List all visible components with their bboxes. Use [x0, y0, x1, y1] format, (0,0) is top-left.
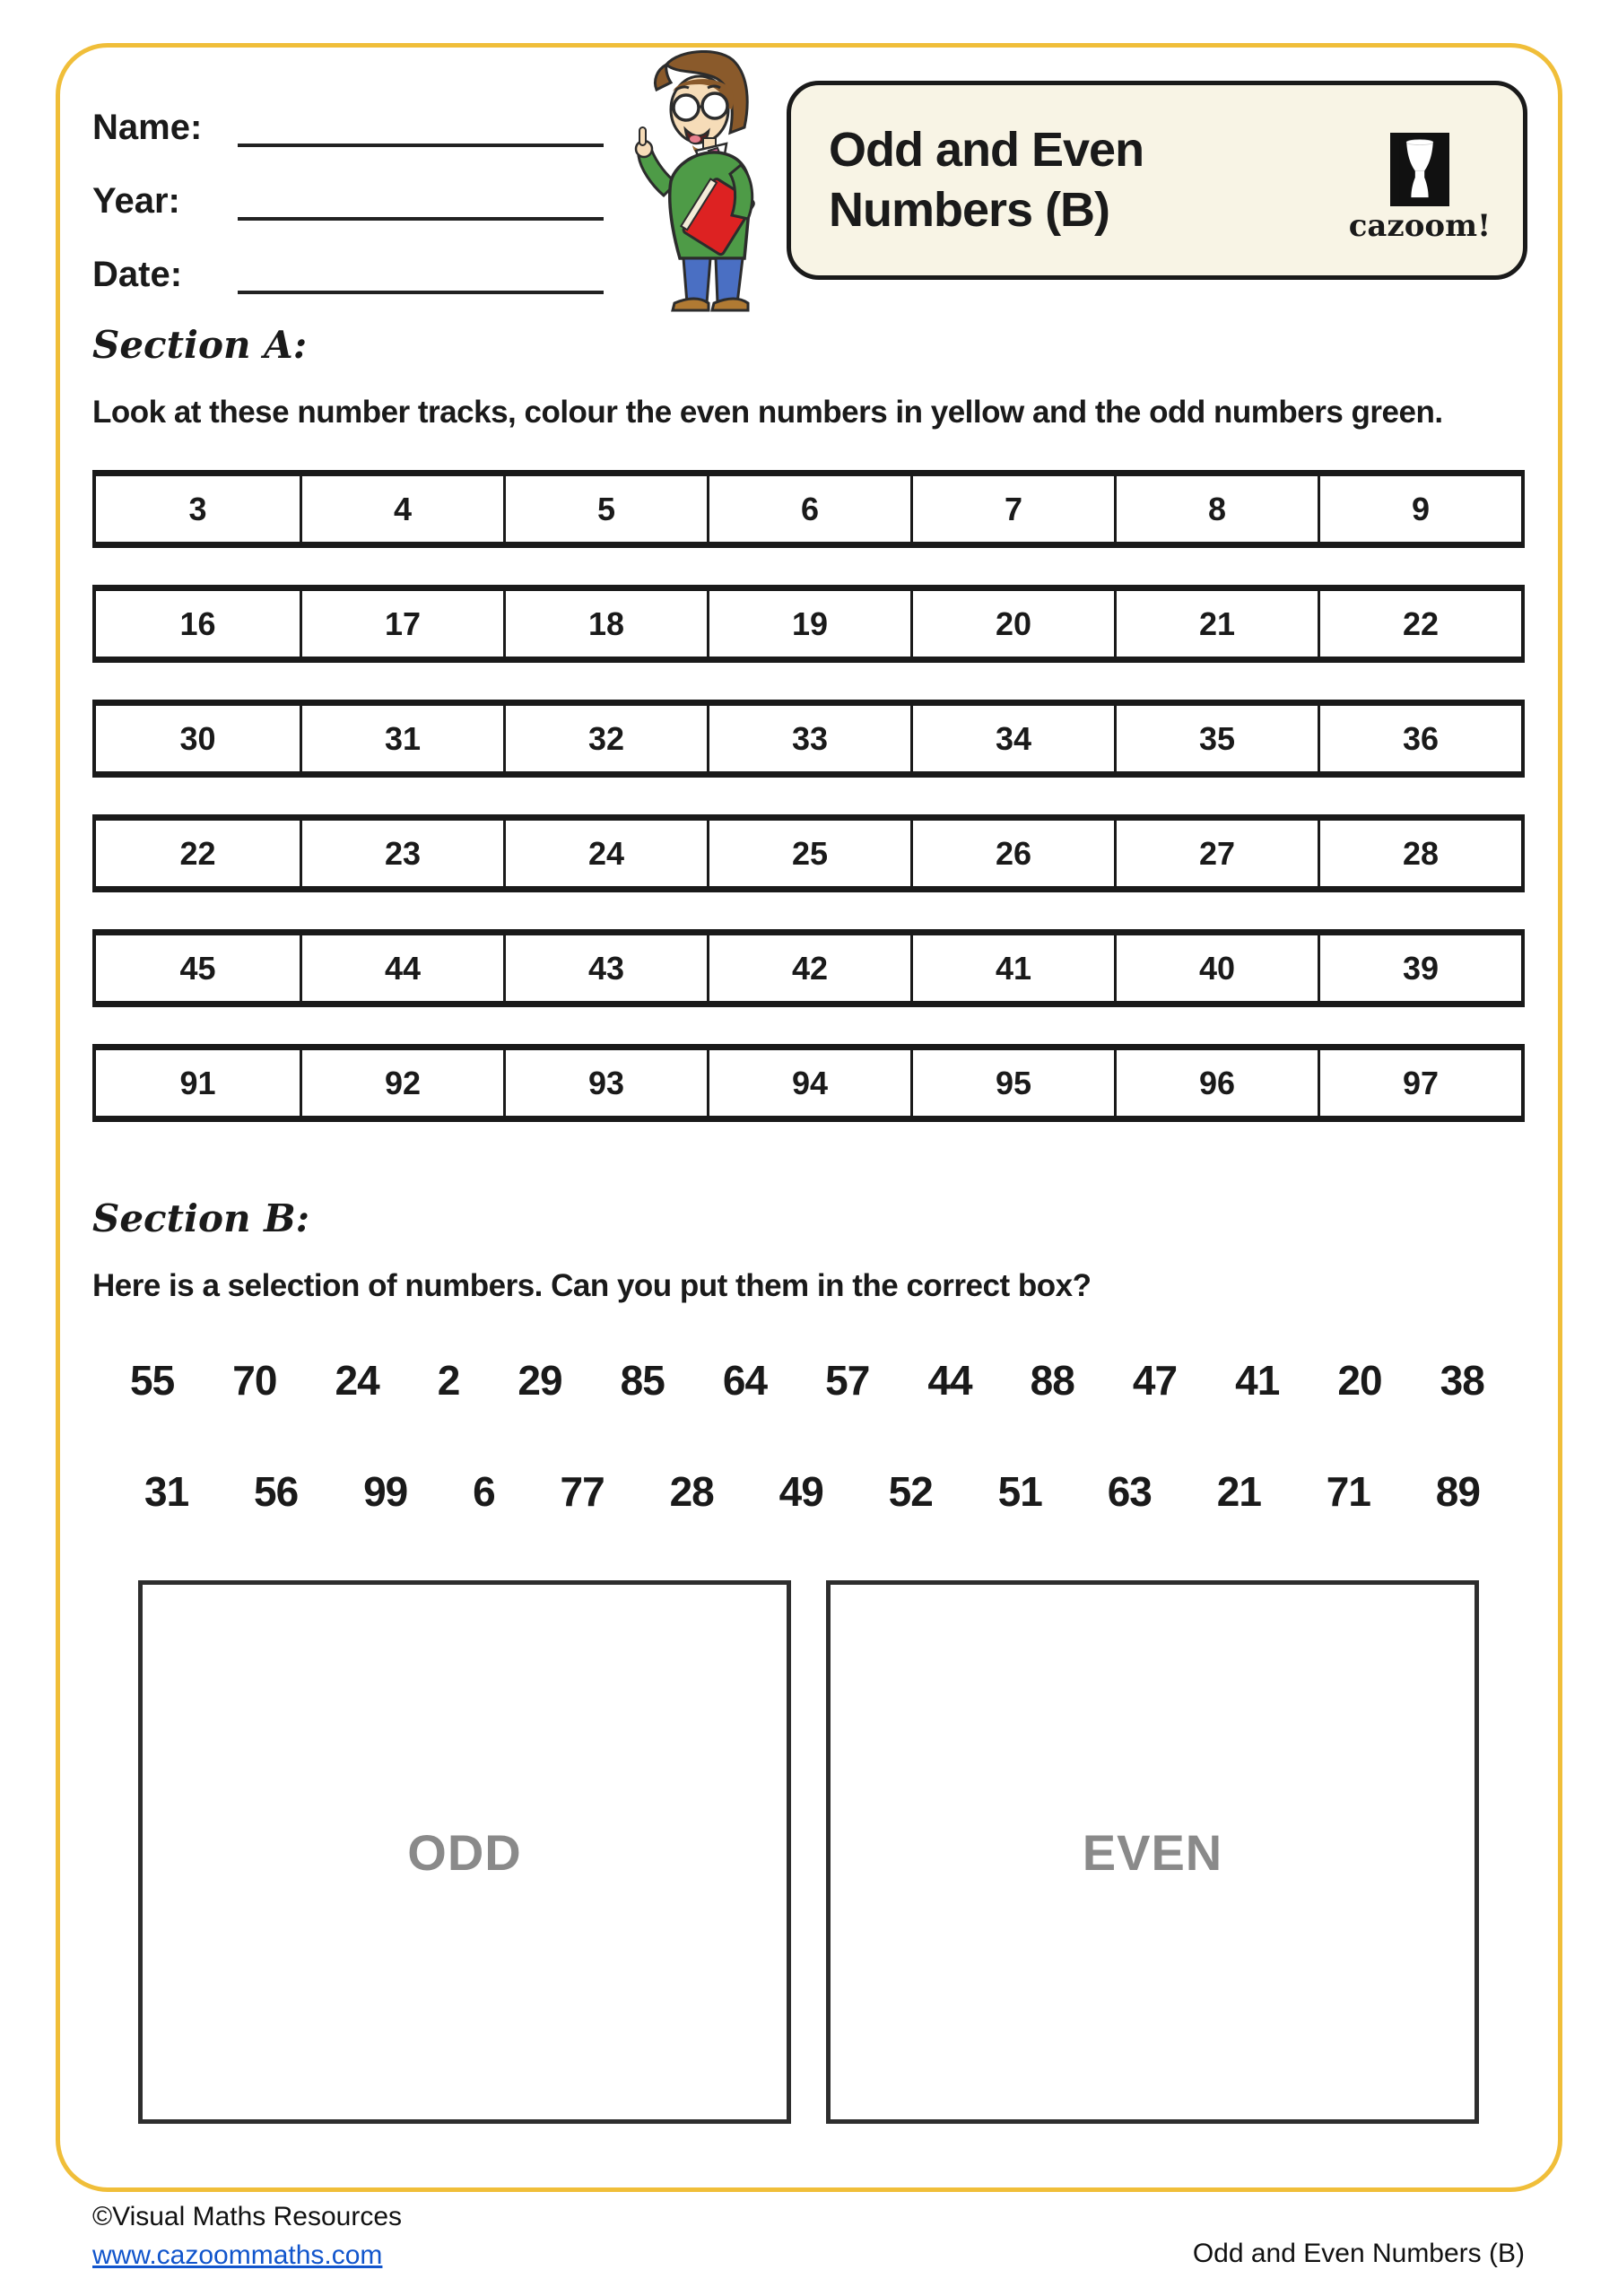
number-track-cell[interactable]: 91 [179, 1064, 216, 1101]
number-track-row [92, 814, 1525, 892]
even-box-label: EVEN [1082, 1823, 1223, 1881]
selection-number: 55 [130, 1357, 175, 1405]
number-track-cell[interactable]: 94 [707, 1050, 910, 1116]
selection-number: 38 [1440, 1357, 1484, 1405]
selection-number: 88 [1030, 1357, 1074, 1405]
selection-number: 41 [1235, 1357, 1280, 1405]
footer-copyright: ©Visual Maths Resources [92, 2202, 403, 2231]
number-track-cell[interactable]: 33 [707, 706, 910, 771]
selection-numbers-row-2 [92, 1467, 1525, 1516]
selection-number: 21 [1216, 1468, 1261, 1516]
year-write-line[interactable] [238, 176, 604, 221]
section-a-heading: Section A: [92, 323, 308, 367]
number-track-cell[interactable]: 34 [910, 706, 1114, 771]
cazoom-logo-text: cazoom! [1348, 208, 1491, 244]
selection-number: 20 [1337, 1357, 1382, 1405]
number-track-cell[interactable]: 5 [503, 476, 707, 542]
selection-number: 49 [779, 1468, 823, 1516]
number-track-row [92, 929, 1525, 1007]
title-box [787, 81, 1527, 280]
selection-number: 57 [825, 1357, 870, 1405]
odd-box-label: ODD [407, 1823, 522, 1881]
selection-number: 51 [997, 1468, 1042, 1516]
number-track-row [92, 700, 1525, 778]
number-track-row [92, 470, 1525, 548]
number-track-cell[interactable]: 21 [1114, 591, 1318, 657]
selection-number: 2 [437, 1357, 460, 1405]
number-track-cell[interactable]: 43 [503, 935, 707, 1001]
number-track-cell[interactable]: 36 [1318, 706, 1521, 771]
selection-number: 31 [144, 1468, 189, 1516]
section-b-instruction: Here is a selection of numbers. Can you put them in the correct box? [92, 1268, 1092, 1304]
number-track-cell[interactable]: 31 [300, 706, 503, 771]
number-track-cell[interactable]: 45 [179, 949, 216, 987]
number-track-cell[interactable]: 19 [707, 591, 910, 657]
number-track-cell[interactable]: 44 [300, 935, 503, 1001]
selection-number: 77 [560, 1468, 605, 1516]
selection-number: 47 [1132, 1357, 1178, 1405]
number-track-cell[interactable]: 25 [707, 821, 910, 886]
selection-number: 44 [927, 1357, 972, 1405]
number-track-cell[interactable]: 7 [910, 476, 1114, 542]
section-b-heading: Section B: [92, 1196, 310, 1240]
selection-number: 71 [1326, 1468, 1370, 1516]
selection-number: 70 [232, 1357, 277, 1405]
number-track-cell[interactable]: 27 [1114, 821, 1318, 886]
number-track-cell[interactable]: 3 [188, 490, 207, 527]
selection-number: 6 [473, 1468, 495, 1516]
number-track-cell[interactable]: 16 [179, 604, 216, 642]
worksheet-title: Odd and Even Numbers (B) [829, 122, 1144, 237]
selection-number: 29 [518, 1357, 562, 1405]
number-track-cell[interactable]: 96 [1114, 1050, 1318, 1116]
header-fields [92, 97, 631, 317]
even-box[interactable] [826, 1580, 1479, 2124]
number-track-cell[interactable]: 18 [503, 591, 707, 657]
number-track-cell[interactable]: 28 [1318, 821, 1521, 886]
number-track-cell[interactable]: 32 [503, 706, 707, 771]
footer-doc-title: Odd and Even Numbers (B) [1192, 2239, 1525, 2268]
number-track-cell[interactable]: 42 [707, 935, 910, 1001]
number-track-row [92, 585, 1525, 663]
number-track-cell[interactable]: 40 [1114, 935, 1318, 1001]
number-track-cell[interactable]: 35 [1114, 706, 1318, 771]
section-a [92, 325, 1525, 1159]
selection-number: 85 [620, 1357, 665, 1405]
selection-number: 56 [254, 1468, 299, 1516]
selection-number: 52 [888, 1468, 933, 1516]
number-track-row [92, 1044, 1525, 1122]
date-label: Date: [92, 255, 183, 294]
sort-boxes [92, 1580, 1479, 2124]
section-a-instruction: Look at these number tracks, colour the even numbers in yellow and the odd numbers green. [92, 395, 1443, 430]
date-field-row [92, 244, 631, 294]
number-track-cell[interactable]: 4 [300, 476, 503, 542]
footer-website-link[interactable]: www.cazoommaths.com [92, 2240, 383, 2270]
number-track-cell[interactable]: 8 [1114, 476, 1318, 542]
number-track-cell[interactable]: 26 [910, 821, 1114, 886]
cazoom-drum-icon [1390, 133, 1449, 206]
number-track-cell[interactable]: 22 [179, 834, 216, 872]
number-track-cell[interactable]: 20 [910, 591, 1114, 657]
selection-number: 63 [1107, 1468, 1152, 1516]
date-write-line[interactable] [238, 249, 604, 294]
section-b [92, 1198, 1525, 2124]
odd-box[interactable] [138, 1580, 791, 2124]
selection-number: 28 [669, 1468, 714, 1516]
number-track-cell[interactable]: 95 [910, 1050, 1114, 1116]
number-track-cell[interactable]: 17 [300, 591, 503, 657]
number-track-cell[interactable]: 93 [503, 1050, 707, 1116]
number-track-cell[interactable]: 97 [1318, 1050, 1521, 1116]
number-track-cell[interactable]: 30 [179, 719, 216, 757]
teacher-cartoon-image [617, 50, 771, 312]
selection-numbers-row-1 [92, 1356, 1525, 1405]
number-track-cell[interactable]: 23 [300, 821, 503, 886]
number-track-cell[interactable]: 24 [503, 821, 707, 886]
year-label: Year: [92, 181, 180, 221]
year-field-row [92, 170, 631, 221]
name-field-row [92, 97, 631, 147]
name-write-line[interactable] [238, 102, 604, 147]
number-track-cell[interactable]: 9 [1318, 476, 1521, 542]
selection-number: 89 [1435, 1468, 1480, 1516]
name-label: Name: [92, 108, 203, 147]
number-track-cell[interactable]: 22 [1318, 591, 1521, 657]
number-track-cell[interactable]: 92 [300, 1050, 503, 1116]
selection-number: 99 [363, 1468, 408, 1516]
number-tracks [92, 470, 1525, 1122]
cazoom-logo [1349, 133, 1491, 244]
selection-number: 64 [722, 1357, 768, 1405]
number-track-cell[interactable]: 39 [1318, 935, 1521, 1001]
selection-number: 24 [335, 1357, 379, 1405]
number-track-cell[interactable]: 6 [707, 476, 910, 542]
number-track-cell[interactable]: 41 [910, 935, 1114, 1001]
